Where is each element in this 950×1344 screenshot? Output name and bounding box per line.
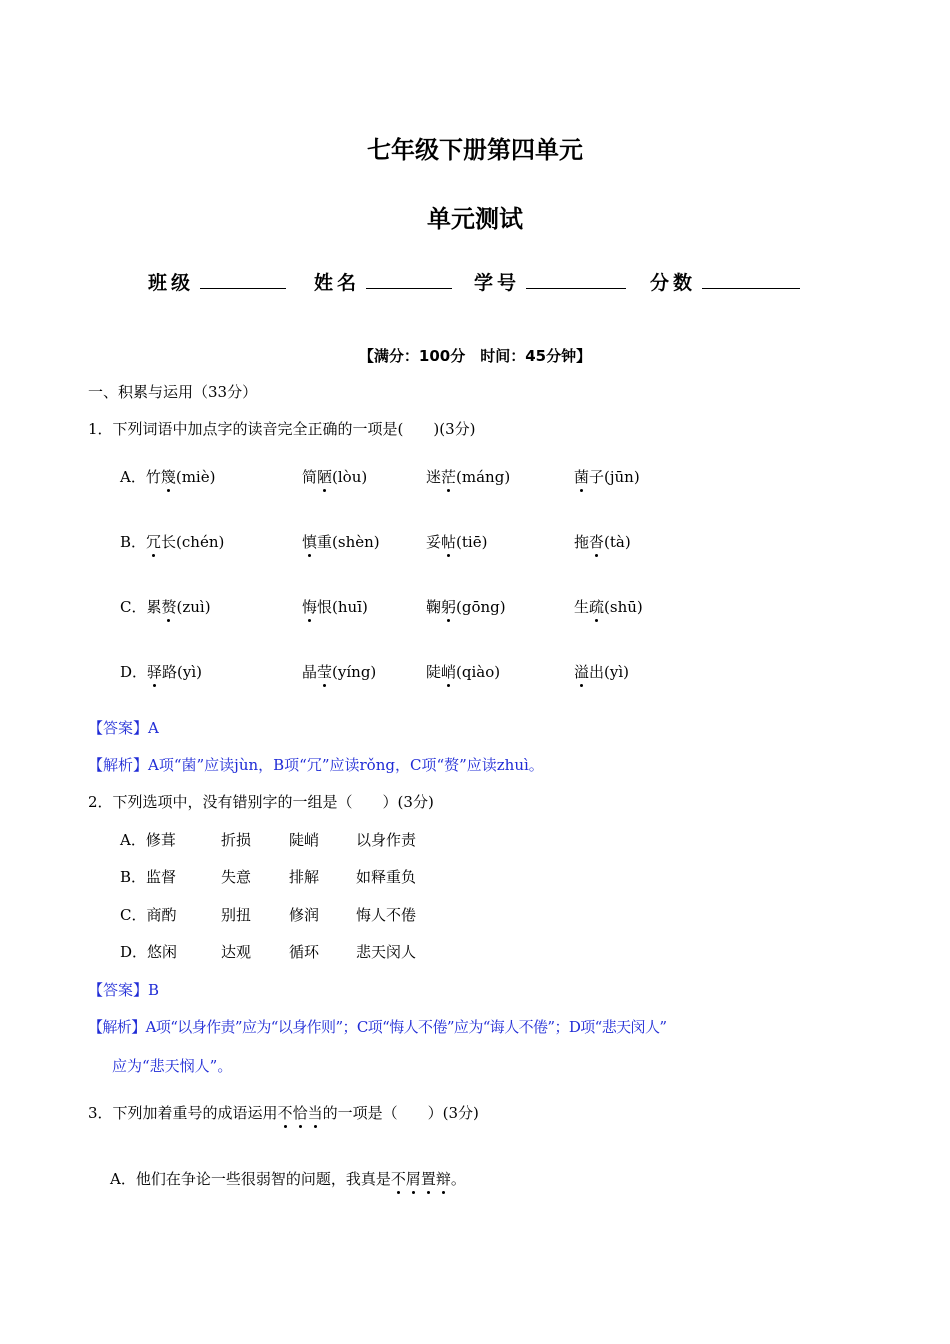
q3-option-a-pre: A．他们在争论一些很弱智的问题，我真是: [110, 1170, 391, 1188]
q1-option-b-4: 拖沓(tà): [574, 533, 631, 551]
name-blank: [366, 270, 452, 289]
q1-option-d-1: D．驿路(yì): [120, 663, 203, 681]
emphasis-char: 不: [390, 1170, 406, 1188]
score-time-line: 【满分：100分 时间：45分钟】: [358, 347, 592, 365]
q1-option-a-1: A．竹篾(miè): [120, 468, 216, 486]
q1-option-b-3: 妥帖(tiē): [426, 533, 488, 551]
q1-option-c-3: 鞠躬(gōng): [426, 598, 506, 616]
q2-option-c-3: 修润: [289, 906, 320, 924]
q2-option-d-1: D．悠闲: [120, 943, 178, 961]
q1-option-d-3: 陡峭(qiào): [426, 663, 501, 681]
q2-option-b-3: 排解: [289, 868, 320, 886]
q1-option-d-2: 晶莹(yíng): [302, 663, 377, 681]
q3-stem-post: 的一项是（ ）(3分): [322, 1104, 479, 1122]
q2-option-a-2: 折损: [221, 831, 252, 849]
q2-option-c-4: 悔人不倦: [356, 906, 417, 924]
score-field: [650, 268, 800, 295]
q3-stem-pre: 3．下列加着重号的成语运用: [88, 1104, 278, 1122]
q3-option-a-emphasis: [391, 1170, 451, 1188]
q1-option-b-2: 慎重(shèn): [302, 533, 380, 551]
q1-option-a-4: 菌子(jūn): [574, 468, 640, 486]
emphasis-char: 当: [307, 1104, 323, 1122]
q2-option-d-2: 达观: [221, 943, 252, 961]
q1-option-c-4: 生疏(shū): [574, 598, 643, 616]
q1-option-d-4: 溢出(yì): [574, 663, 629, 681]
page-subtitle: 单元测试: [427, 205, 523, 233]
q2-option-a-3: 陡峭: [289, 831, 320, 849]
emphasis-char: 不: [277, 1104, 293, 1122]
number-field: [474, 268, 626, 295]
q1-option-a-3: 迷茫(máng): [426, 468, 511, 486]
q2-option-c-1: C．商酌: [120, 906, 177, 924]
score-label: 分数: [650, 272, 697, 294]
q2-option-c-2: 别扭: [221, 906, 252, 924]
q2-option-b-2: 失意: [221, 868, 252, 886]
emphasis-char: 置: [420, 1170, 436, 1188]
class-label: 班级: [148, 272, 195, 294]
section-heading: 一、积累与运用（33分）: [88, 383, 258, 401]
name-label: 姓名: [314, 272, 361, 294]
q2-stem: 2．下列选项中，没有错别字的一组是（ ）(3分): [88, 793, 434, 811]
q2-option-d-3: 循环: [289, 943, 320, 961]
emphasis-char: 屑: [405, 1170, 421, 1188]
emphasis-char: 辩: [435, 1170, 451, 1188]
q1-answer: 【答案】A: [88, 719, 159, 737]
q2-option-d-4: 悲天闵人: [356, 943, 417, 961]
q1-option-c-2: 悔恨(huī): [302, 598, 368, 616]
q1-option-b-1: B．冗长(chén): [120, 533, 225, 551]
class-field: [148, 268, 286, 295]
q2-option-b-4: 如释重负: [356, 868, 417, 886]
page-title: 七年级下册第四单元: [367, 136, 583, 164]
q1-analysis: 【解析】A项“菌”应读jùn，B项“冗”应读rǒng，C项“赘”应读zhuì。: [88, 756, 544, 774]
emphasis-char: 恰: [292, 1104, 308, 1122]
q3-stem: [88, 1102, 479, 1123]
q2-analysis-line1: 【解析】A项“以身作责”应为“以身作则”；C项“悔人不倦”应为“诲人不倦”；D项“悲天闵人”: [88, 1018, 667, 1036]
q2-option-b-1: B．监督: [120, 868, 177, 886]
score-blank: [702, 270, 800, 289]
q1-option-c-1: C．累赘(zuì): [120, 598, 211, 616]
q3-stem-emphasis: [278, 1104, 323, 1122]
number-blank: [526, 270, 626, 289]
q2-option-a-1: A．修葺: [120, 831, 176, 849]
class-blank: [200, 270, 286, 289]
q3-option-a: [110, 1168, 466, 1189]
name-field: [314, 268, 452, 295]
q2-option-a-4: 以身作责: [356, 831, 417, 849]
q1-option-a-2: 简陋(lòu): [302, 468, 368, 486]
number-label: 学号: [474, 272, 521, 294]
q2-answer: 【答案】B: [88, 981, 160, 999]
q2-analysis-line2: 应为“悲天悯人”。: [112, 1057, 233, 1075]
q3-option-a-post: 。: [450, 1170, 466, 1188]
q1-stem: 1．下列词语中加点字的读音完全正确的一项是( )(3分): [88, 420, 476, 438]
